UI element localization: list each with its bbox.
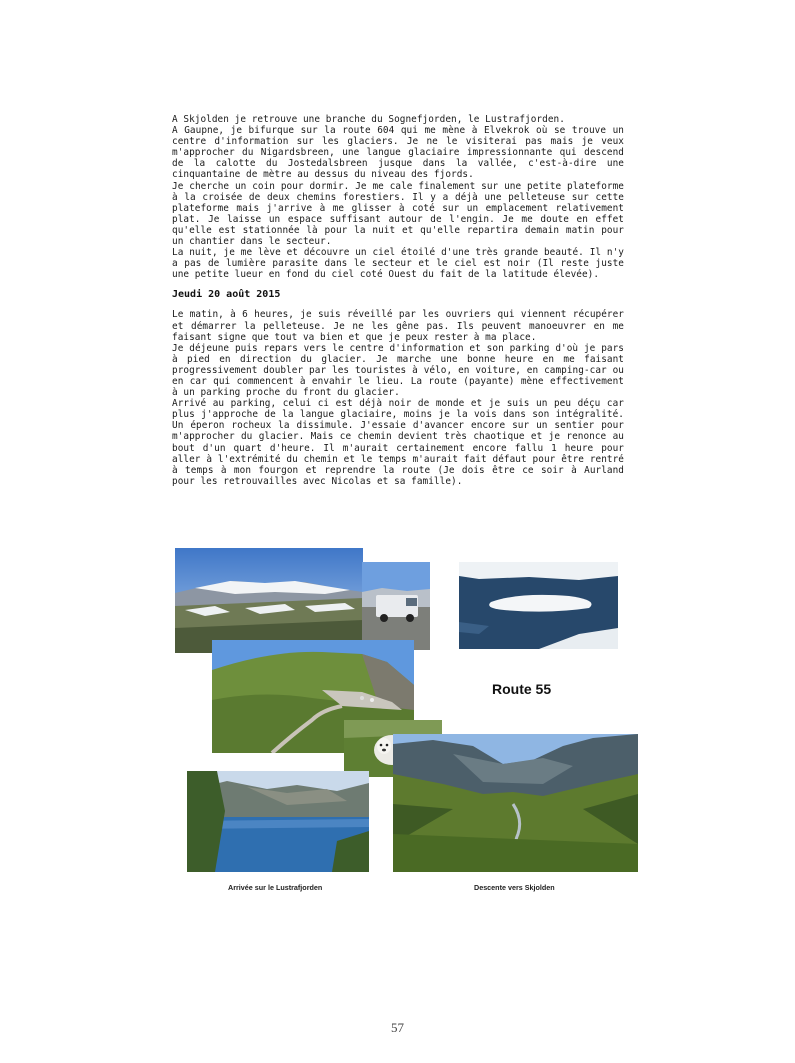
photo-fjord-arrival [187,771,369,872]
photo-camper-van [362,562,430,650]
paragraph: Le matin, à 6 heures, je suis réveillé par les ouvriers qui viennent récupérer et démarrer la pelleteuse. Je ne les gêne pas. Ils peuvent manoeuvrer en me faisant signe que tout va bien et que je peux rester à ma place. [172,309,630,343]
caption-left: Arrivée sur le Lustrafjorden [228,883,323,892]
photo-snowy-plateau [175,548,363,653]
route-label: Route 55 [492,681,552,697]
paragraph: La nuit, je me lève et découvre un ciel étoilé d'une très grande beauté. Il n'y a pas de lumière parasite dans le secteur et le ciel est noir (Il reste juste une petite lueur en fond du ciel coté Ouest du fait de la latitude élevée). [172,247,630,281]
paragraph: A Skjolden je retrouve une branche du Sognefjorden, le Lustrafjorden. [172,114,565,125]
caption-right: Descente vers Skjolden [474,883,555,892]
paragraph: Je déjeune puis repars vers le centre d'information et son parking d'où je pars à pied en direction du glacier. Je marche une bonne heure en me faisant progressivement doubler par les touristes à vélo, en voiture, en camping-car ou en car qui commencent à envahir le lieu. La route (payante) mène effectivement à un parking proche du front du glacier. [172,342,630,399]
page-number: 57 [391,1020,404,1035]
date-heading: Jeudi 20 août 2015 [172,289,281,301]
body-text [172,114,630,487]
paragraph: A Gaupne, je bifurque sur la route 604 qui me mène à Elvekrok où se trouve un centre d'information sur les glaciers. Je ne le visiterai pas mais je veux m'approcher du Nigardsbreen, une langue glaciaire impressionnante qui descend de la calotte du Jostedalsbreen jusque dans la vallée, c'est-à-dire une cinquantaine de mètre au dessus du niveau des fjords. [172,125,630,181]
paragraph: Arrivé au parking, celui ci est déjà noir de monde et je suis un peu déçu car plus j'approche de la langue glaciaire, moins je la vois dans son intégralité. Un éperon rocheux la dissimule. J'essaie d'avancer encore sur un sentier pour m'approcher du glacier. Mais ce chemin devient très chaotique et je renonce au bout d'un quart d'heure. Il m'aurait certainement encore fallu 1 heure pour aller à l'extrémité du chemin et le temps m'aurait fait défaut pour être rentré à temps à mon fourgon et reprendre la route (Je dois être ce soir à Aurland pour les retrouvailles avec Nicolas et sa famille). [172,398,630,487]
photo-valley-descent [393,734,638,872]
photo-ice-lake [459,562,618,649]
paragraph: Je cherche un coin pour dormir. Je me cale finalement sur une petite plateforme à la croisée de deux chemins forestiers. Il y a déjà une pelleteuse sur cette plateforme mais j'arrive à me glisser à coté sur un emplacement relativement plat. Je laisse un espace suffisant autour de l'engin. Je me doute en effet qu'elle est stationnée là pour la nuit et qu'elle repartira demain matin pour un chantier dans le secteur. [172,180,630,248]
